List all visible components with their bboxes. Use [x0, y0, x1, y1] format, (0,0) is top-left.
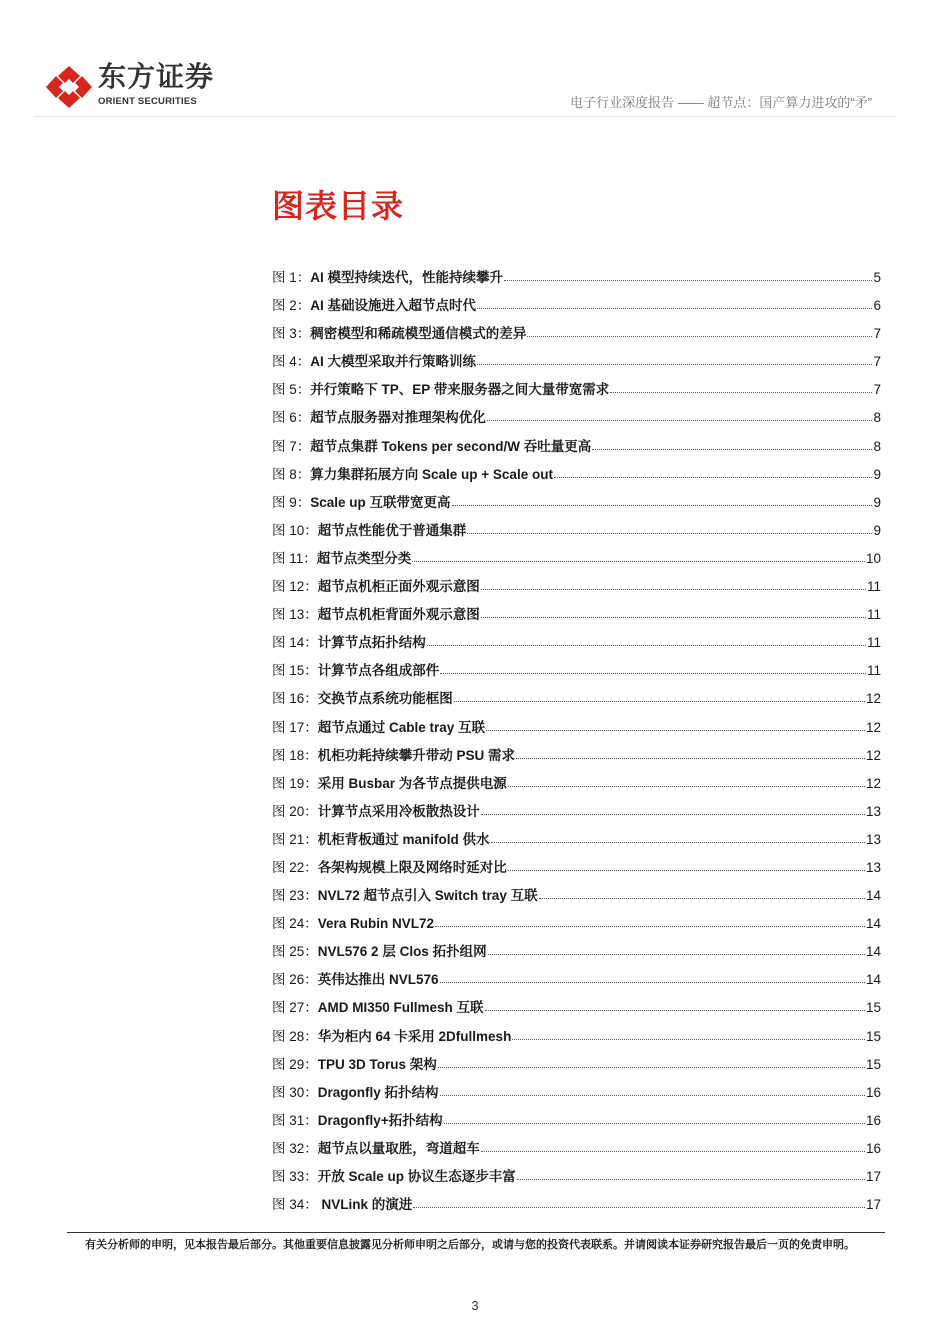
toc-entry-label [272, 1027, 511, 1047]
toc-entry-caption: 超节点类型分类 [316, 550, 412, 566]
toc-entry-label [272, 268, 503, 288]
toc-entry-caption: 机柜背板通过 manifold 供水 [317, 831, 490, 847]
toc-entry[interactable] [272, 913, 881, 941]
toc-dot-leader [438, 1053, 865, 1068]
toc-entry-figure-number: 图 11： [272, 550, 317, 566]
toc-entry[interactable] [272, 1166, 881, 1194]
toc-entry-page-number: 17 [865, 1197, 881, 1213]
page-header [0, 0, 950, 118]
toc-entry-page-number: 16 [865, 1140, 881, 1156]
toc-entry-caption: AI 大模型采取并行策略训练 [310, 354, 477, 370]
toc-entry-caption: 机柜功耗持续攀升带动 PSU 需求 [317, 747, 516, 763]
toc-entry[interactable] [272, 1110, 881, 1138]
toc-entry-label [272, 830, 490, 850]
toc-entry[interactable] [272, 295, 881, 323]
toc-entry-caption: NVLink 的演进 [317, 1197, 413, 1213]
toc-dot-leader [481, 575, 866, 590]
toc-entry[interactable] [272, 323, 881, 351]
toc-dot-leader [413, 1193, 865, 1208]
toc-entry-caption: 交换节点系统功能框图 [317, 691, 453, 707]
toc-entry-figure-number: 图 16： [272, 691, 318, 707]
toc-entry-caption: AI 模型持续迭代，性能持续攀升 [310, 270, 504, 285]
toc-entry[interactable] [272, 1082, 881, 1110]
toc-entry[interactable] [272, 464, 881, 492]
toc-entry-figure-number: 图 25： [272, 944, 318, 960]
toc-entry-label [272, 549, 411, 569]
toc-entry[interactable] [272, 941, 881, 969]
toc-entry-page-number: 17 [865, 1169, 881, 1184]
toc-entry-label [272, 1111, 443, 1131]
toc-entry-caption: 超节点服务器对推理架构优化 [310, 410, 486, 426]
toc-entry-caption: 计算节点各组成部件 [317, 663, 440, 679]
toc-entry[interactable] [272, 379, 881, 407]
toc-entry-label [272, 493, 451, 513]
toc-entry-label [272, 465, 553, 485]
toc-dot-leader [486, 716, 865, 731]
toc-entry-caption: 采用 Busbar 为各节点提供电源 [317, 775, 507, 791]
toc-entry[interactable] [272, 801, 881, 829]
toc-entry[interactable] [272, 407, 881, 435]
toc-entry-page-number: 9 [873, 522, 881, 538]
toc-entry-caption: 稠密模型和稀疏模型通信模式的差异 [310, 326, 527, 342]
toc-entry-label [272, 605, 480, 625]
footer-disclaimer: 有关分析师的申明，见本报告最后部分。其他重要信息披露见分析师申明之后部分，或请与您的投资代表联系。并请阅读本证券研究报告最后一页的免责申明。 [85, 1239, 855, 1251]
toc-entry-page-number: 15 [865, 1056, 881, 1072]
toc-entry-figure-number: 图 15： [272, 663, 318, 679]
toc-entry[interactable] [272, 885, 881, 913]
toc-entry-figure-number: 图 23： [272, 888, 318, 904]
toc-entry-caption: 开放 Scale up 协议生态逐步丰富 [317, 1169, 516, 1184]
toc-dot-leader [454, 687, 865, 702]
toc-entry-page-number: 11 [866, 607, 881, 623]
toc-entry-label [272, 689, 453, 709]
toc-entry-caption: AI 基础设施进入超节点时代 [310, 298, 477, 314]
toc-entry-page-number: 13 [865, 831, 881, 847]
toc-entry[interactable] [272, 351, 881, 379]
toc-entry-page-number: 13 [865, 803, 881, 819]
toc-entry-page-number: 9 [873, 494, 881, 510]
toc-entry[interactable] [272, 660, 881, 688]
toc-entry-label [272, 352, 476, 372]
toc-dot-leader [485, 996, 865, 1011]
toc-entry-page-number: 12 [865, 747, 881, 763]
toc-entry-caption: Scale up 互联带宽更高 [310, 494, 451, 510]
toc-dot-leader [610, 378, 872, 393]
toc-dot-leader [516, 744, 865, 759]
toc-entry[interactable] [272, 1026, 881, 1054]
toc-entry-page-number: 10 [865, 550, 881, 566]
toc-dot-leader [481, 1137, 865, 1152]
toc-entry-page-number: 7 [873, 326, 881, 342]
toc-entry-label [272, 970, 439, 990]
toc-entry[interactable] [272, 773, 881, 801]
toc-entry[interactable] [272, 829, 881, 857]
toc-entry-page-number: 8 [873, 410, 881, 426]
toc-entry-label [272, 1055, 437, 1075]
toc-dot-leader [487, 406, 872, 421]
toc-entry-label [272, 858, 507, 878]
footer-divider [67, 1232, 885, 1233]
toc-dot-leader [477, 294, 872, 309]
toc-entry-figure-number: 图 28： [272, 1028, 318, 1044]
toc-dot-leader [539, 884, 865, 899]
toc-entry-caption: 超节点以量取胜，弯道超车 [317, 1140, 480, 1156]
toc-entry-figure-number: 图 13： [272, 607, 318, 623]
toc-entry-figure-number: 图 14： [272, 635, 318, 651]
toc-entry-page-number: 11 [866, 579, 881, 595]
toc-entry[interactable] [272, 1138, 881, 1166]
toc-entry-caption: 计算节点采用冷板散热设计 [317, 803, 480, 819]
toc-entry-label [272, 942, 487, 962]
toc-entry-page-number: 16 [865, 1112, 881, 1128]
toc-entry-label [272, 914, 434, 934]
toc-entry-page-number: 11 [866, 635, 881, 651]
toc-entry-caption: 超节点通过 Cable tray 互联 [317, 719, 486, 735]
toc-entry-figure-number: 图 17： [272, 719, 318, 735]
toc-entry-label [272, 998, 484, 1018]
toc-entry[interactable] [272, 436, 881, 464]
toc-entry-figure-number: 图 26： [272, 972, 318, 988]
toc-entry-page-number: 7 [873, 354, 881, 370]
toc-entry-figure-number: 图 32： [272, 1140, 318, 1156]
toc-dot-leader [554, 463, 872, 478]
toc-entry-figure-number: 图 4： [272, 354, 311, 370]
toc-entry-label [272, 661, 439, 681]
toc-entry-page-number: 12 [865, 775, 881, 791]
toc-entry-figure-number: 图 21： [272, 831, 318, 847]
toc-entry[interactable] [272, 969, 881, 997]
toc-dot-leader [517, 1165, 865, 1180]
toc-entry[interactable] [272, 717, 881, 745]
toc-dot-leader [435, 912, 865, 927]
toc-dot-leader [467, 519, 872, 534]
toc-entry[interactable] [272, 632, 881, 660]
toc-entry[interactable] [272, 520, 881, 548]
toc-entry-figure-number: 图 7： [272, 438, 311, 454]
toc-entry-figure-number: 图 31： [272, 1112, 318, 1128]
toc-dot-leader [477, 350, 872, 365]
toc-entry[interactable] [272, 1194, 881, 1222]
toc-entry-page-number: 6 [873, 298, 881, 314]
toc-entry-label [272, 802, 480, 822]
toc-entry-caption: 各架构规模上限及网络时延对比 [317, 859, 507, 875]
toc-entry-caption: Dragonfly+拓扑结构 [317, 1112, 443, 1128]
toc-entry-figure-number: 图 22： [272, 859, 318, 875]
toc-entry-figure-number: 图 2： [272, 298, 311, 314]
toc-entry-label [272, 1139, 480, 1159]
figure-table-of-contents [272, 267, 881, 1222]
toc-entry[interactable] [272, 548, 881, 576]
toc-entry-page-number: 12 [865, 719, 881, 735]
toc-entry-figure-number: 图 34： [272, 1197, 318, 1213]
toc-entry-page-number: 5 [873, 270, 881, 285]
toc-dot-leader [440, 968, 865, 983]
toc-entry[interactable] [272, 492, 881, 520]
toc-entry-label [272, 886, 538, 906]
header-divider [34, 116, 896, 117]
toc-dot-leader [444, 1109, 865, 1124]
toc-dot-leader [504, 266, 872, 281]
toc-list [272, 267, 881, 1222]
toc-entry-page-number: 14 [865, 972, 881, 988]
toc-entry-caption: NVL72 超节点引入 Switch tray 互联 [317, 888, 538, 904]
toc-entry-page-number: 7 [873, 382, 881, 398]
toc-dot-leader [527, 322, 872, 337]
logo-text-english: ORIENT SECURITIES [98, 96, 197, 107]
toc-entry-label [272, 633, 426, 653]
toc-entry-figure-number: 图 30： [272, 1084, 318, 1100]
toc-entry-page-number: 11 [866, 663, 881, 679]
toc-entry-figure-number: 图 33： [272, 1169, 318, 1184]
toc-entry-caption: AMD MI350 Fullmesh 互联 [317, 1000, 484, 1016]
toc-entry-page-number: 15 [865, 1028, 881, 1044]
toc-dot-leader [481, 800, 865, 815]
toc-entry-figure-number: 图 29： [272, 1056, 318, 1072]
toc-entry-figure-number: 图 12： [272, 579, 318, 595]
toc-entry-figure-number: 图 10： [272, 522, 318, 538]
toc-entry-figure-number: 图 1： [272, 270, 311, 285]
toc-entry-label [272, 408, 486, 428]
orient-securities-logo-icon [44, 64, 94, 110]
toc-entry-caption: 超节点集群 Tokens per second/W 吞吐量更高 [310, 438, 592, 454]
toc-dot-leader [412, 547, 865, 562]
toc-entry-label [272, 437, 591, 457]
toc-entry-caption: 英伟达推出 NVL576 [317, 972, 439, 988]
toc-dot-leader [491, 828, 865, 843]
toc-dot-leader [427, 631, 866, 646]
toc-entry-figure-number: 图 3： [272, 326, 311, 342]
toc-entry[interactable] [272, 267, 881, 295]
toc-entry-label [272, 1083, 439, 1103]
toc-entry-label [272, 774, 507, 794]
toc-dot-leader [508, 772, 865, 787]
toc-entry-label [272, 296, 476, 316]
toc-entry-page-number: 15 [865, 1000, 881, 1016]
toc-dot-leader [508, 856, 865, 871]
toc-entry-page-number: 13 [865, 859, 881, 875]
toc-dot-leader [488, 940, 865, 955]
toc-entry-label [272, 577, 480, 597]
toc-entry-page-number: 9 [873, 466, 881, 482]
toc-entry-caption: Vera Rubin NVL72 [317, 916, 435, 932]
toc-entry[interactable] [272, 688, 881, 716]
toc-entry-page-number: 16 [865, 1084, 881, 1100]
toc-entry-caption: 华为柜内 64 卡采用 2Dfullmesh [317, 1028, 512, 1044]
toc-entry-label [272, 324, 526, 344]
toc-entry-figure-number: 图 8： [272, 466, 311, 482]
toc-dot-leader [452, 491, 872, 506]
toc-entry-label [272, 380, 609, 400]
toc-entry-page-number: 8 [873, 438, 881, 454]
toc-dot-leader [512, 1025, 865, 1040]
toc-entry-figure-number: 图 6： [272, 410, 311, 426]
toc-entry-caption: TPU 3D Torus 架构 [317, 1056, 437, 1072]
toc-dot-leader [440, 659, 866, 674]
toc-entry-figure-number: 图 27： [272, 1000, 318, 1016]
toc-entry-figure-number: 图 5： [272, 382, 311, 398]
toc-dot-leader [592, 435, 872, 450]
toc-entry-figure-number: 图 9： [272, 494, 311, 510]
section-title: 图表目录 [272, 188, 405, 224]
toc-entry-caption: 超节点性能优于普通集群 [317, 522, 467, 538]
logo-text-chinese: 东方证券 [98, 61, 215, 92]
toc-entry-caption: 并行策略下 TP、EP 带来服务器之间大量带宽需求 [310, 382, 610, 398]
toc-dot-leader [481, 603, 866, 618]
toc-entry-figure-number: 图 18： [272, 747, 318, 763]
toc-entry-figure-number: 图 20： [272, 803, 318, 819]
toc-entry-caption: 超节点机柜背面外观示意图 [317, 607, 480, 623]
toc-entry[interactable] [272, 1054, 881, 1082]
page-number: 3 [471, 1298, 479, 1313]
toc-entry-caption: Dragonfly 拓扑结构 [317, 1084, 439, 1100]
toc-entry[interactable] [272, 745, 881, 773]
toc-entry-label [272, 746, 515, 766]
toc-entry-label [272, 1195, 412, 1215]
toc-entry-page-number: 14 [865, 916, 881, 932]
toc-entry-caption: 计算节点拓扑结构 [317, 635, 426, 651]
toc-entry[interactable] [272, 857, 881, 885]
toc-entry-label [272, 1167, 516, 1187]
toc-dot-leader [440, 1081, 865, 1096]
toc-entry-label [272, 718, 485, 738]
toc-entry-caption: 超节点机柜正面外观示意图 [317, 579, 480, 595]
toc-entry-caption: NVL576 2 层 Clos 拓扑组网 [317, 944, 487, 960]
toc-entry-label [272, 521, 466, 541]
toc-entry-figure-number: 图 24： [272, 916, 318, 932]
toc-entry-caption: 算力集群拓展方向 Scale up + Scale out [310, 466, 553, 482]
toc-entry-figure-number: 图 19： [272, 775, 318, 791]
toc-entry-page-number: 14 [865, 944, 881, 960]
toc-entry[interactable] [272, 576, 881, 604]
toc-entry[interactable] [272, 997, 881, 1025]
report-title: 电子行业深度报告 —— 超节点：国产算力进攻的“矛” [570, 95, 872, 110]
toc-entry[interactable] [272, 604, 881, 632]
toc-entry-page-number: 14 [865, 888, 881, 904]
toc-entry-page-number: 12 [865, 691, 881, 707]
